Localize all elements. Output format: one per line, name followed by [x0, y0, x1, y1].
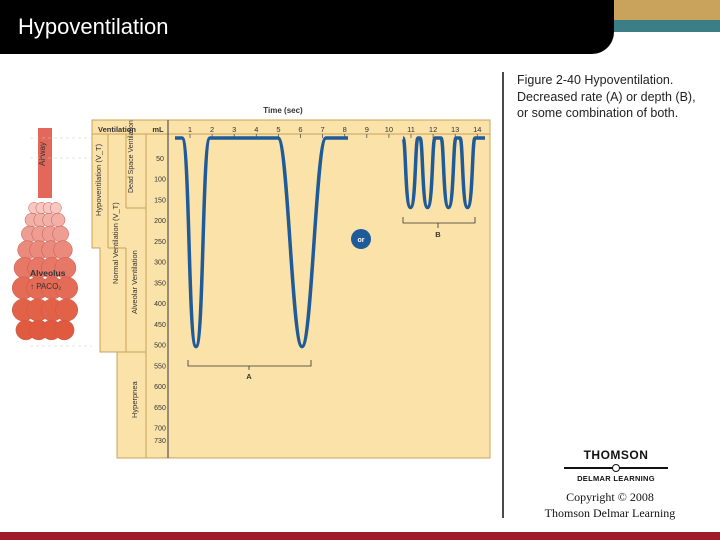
- ml-tick: 50: [156, 155, 164, 163]
- figure-caption: Figure 2-40 Hypoventilation. Decreased rate (A) or depth (B), or some combination of both.: [517, 73, 696, 120]
- normal-ventilation-label: Normal Ventilation (V_T): [111, 202, 120, 284]
- time-tick: 7: [320, 125, 325, 134]
- accent-teal-strip: [614, 20, 720, 32]
- ml-tick: 500: [154, 342, 166, 350]
- a-label: A: [246, 372, 252, 381]
- alveolus-sac: [50, 202, 61, 213]
- time-tick: 12: [428, 125, 438, 134]
- or-label: or: [357, 237, 365, 244]
- ml-tick: 450: [154, 321, 166, 329]
- copyright-line-2: Thomson Delmar Learning: [544, 506, 676, 520]
- ml-tick: 150: [154, 197, 166, 205]
- ml-tick: 350: [154, 280, 166, 288]
- title-bar: [0, 0, 614, 54]
- figure-svg: [0, 98, 500, 468]
- logo-sub-text: DELMAR LEARNING: [577, 474, 655, 483]
- ml-tick: 100: [154, 176, 166, 184]
- alveolus-label: Alveolus: [30, 268, 66, 278]
- alveolus-sac: [54, 320, 74, 340]
- alveolus-sac: [51, 213, 65, 227]
- thomson-logo: [560, 448, 672, 483]
- copyright-line-1: Copyright © 2008: [566, 490, 654, 504]
- dead-space-label: Dead Space Ventilation: [128, 120, 135, 193]
- time-tick: 3: [232, 125, 237, 134]
- paco2-label: ↑ PACO₂: [30, 282, 62, 291]
- alveolus-sac: [53, 226, 69, 242]
- ml-tick: 600: [154, 384, 166, 392]
- alveolus-sac: [54, 241, 73, 260]
- time-tick: 9: [364, 125, 369, 134]
- hypoventilation-label: Hypoventilation (V_T): [94, 143, 103, 216]
- logo-main-text: THOMSON: [583, 448, 649, 462]
- time-tick: 6: [298, 125, 303, 134]
- alveolus-sac: [55, 299, 77, 321]
- ml-tick: 730: [154, 438, 166, 445]
- ml-tick: 250: [154, 238, 166, 246]
- time-tick: 4: [254, 125, 259, 134]
- alveolar-ventilation-label: Alveolar Ventilation: [130, 250, 139, 314]
- slide-title: Hypoventilation: [18, 14, 169, 39]
- logo-divider: [564, 464, 668, 472]
- time-tick: 1: [187, 125, 193, 134]
- hypoventilation-figure: [0, 98, 500, 468]
- ml-tick: 400: [154, 301, 166, 309]
- ml-tick: 300: [154, 259, 166, 267]
- time-tick: 13: [451, 125, 460, 134]
- ml-tick: 700: [154, 425, 166, 433]
- chart-panel: [92, 120, 490, 458]
- time-tick: 14: [473, 125, 482, 134]
- time-tick: 5: [276, 125, 281, 134]
- time-tick: 11: [407, 125, 415, 134]
- ml-tick: 200: [154, 218, 166, 226]
- vertical-divider: [502, 72, 504, 518]
- hyperpnea-label: Hyperpnea: [130, 381, 139, 418]
- copyright-notice: [530, 489, 690, 521]
- airway-label: Airway: [38, 142, 47, 167]
- ventilation-header: Ventilation: [98, 125, 136, 134]
- ml-tick: 650: [154, 404, 166, 412]
- ml-tick: 550: [154, 363, 166, 371]
- time-tick: 10: [384, 125, 394, 134]
- b-label: B: [435, 230, 441, 239]
- bottom-bar: [0, 532, 720, 540]
- time-tick: 8: [342, 125, 347, 134]
- time-axis-title: Time (sec): [263, 106, 303, 115]
- ml-header: mL: [152, 125, 164, 134]
- accent-tan-strip: [614, 0, 720, 20]
- time-tick: 2: [210, 125, 215, 134]
